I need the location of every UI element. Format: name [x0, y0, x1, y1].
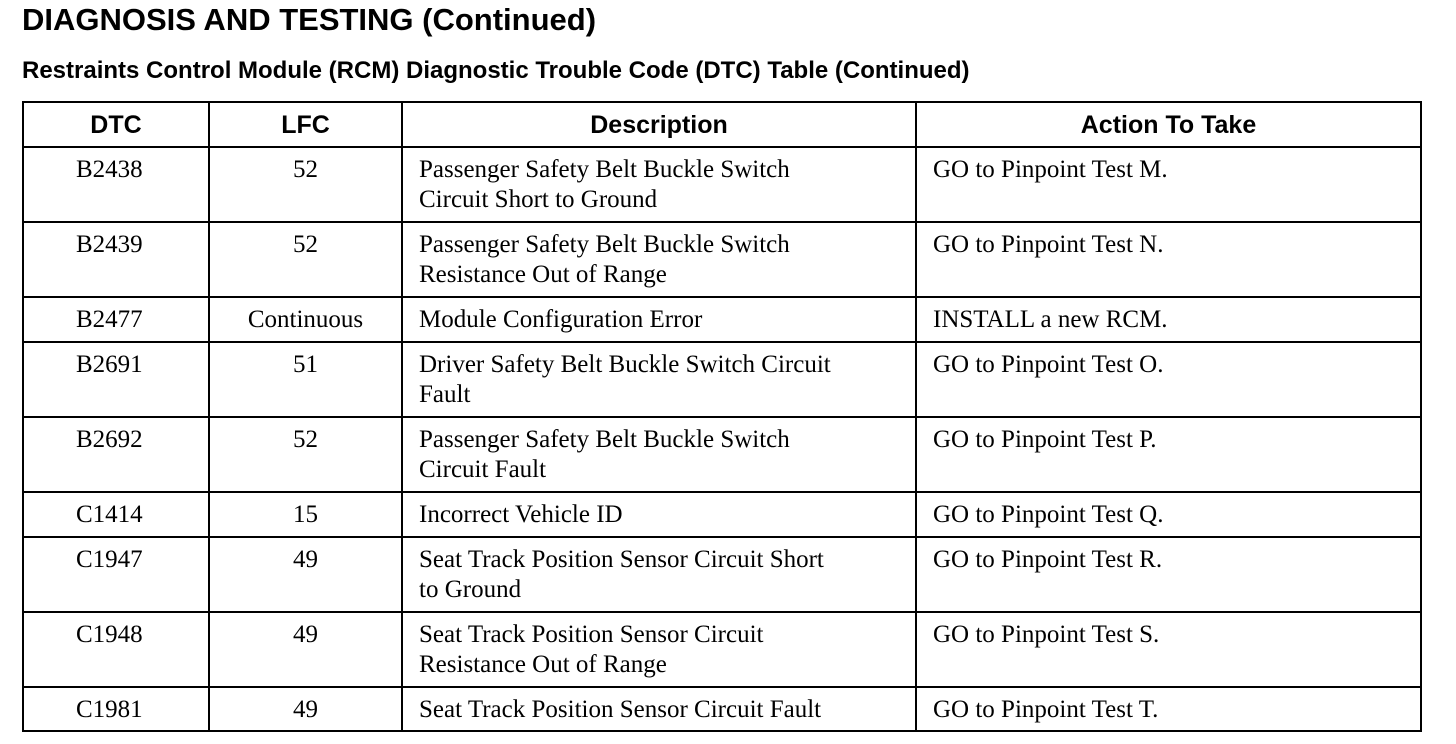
dtc-code: B2439 — [23, 222, 209, 297]
dtc-code: B2691 — [23, 342, 209, 417]
description-line: Passenger Safety Belt Buckle Switch — [419, 231, 790, 258]
description-line: Passenger Safety Belt Buckle Switch — [419, 426, 790, 453]
lfc-value: 49 — [209, 537, 402, 612]
dtc-code: B2477 — [23, 297, 209, 342]
dtc-code: B2438 — [23, 147, 209, 222]
description — [402, 222, 916, 297]
table-row — [23, 417, 1421, 492]
table-row — [23, 612, 1421, 687]
action: INSTALL a new RCM. — [916, 297, 1421, 342]
table-row — [23, 537, 1421, 612]
lfc-value: 52 — [209, 417, 402, 492]
table-row — [23, 342, 1421, 417]
lfc-value: 52 — [209, 222, 402, 297]
dtc-code: C1947 — [23, 537, 209, 612]
description — [402, 612, 916, 687]
lfc-value: 49 — [209, 687, 402, 731]
action: GO to Pinpoint Test P. — [916, 417, 1421, 492]
description — [402, 297, 916, 342]
action: GO to Pinpoint Test N. — [916, 222, 1421, 297]
description — [402, 492, 916, 537]
description-line: Resistance Out of Range — [419, 261, 667, 288]
column-header-dtc: DTC — [23, 102, 209, 147]
description-line: Module Configuration Error — [419, 306, 703, 333]
description-line: Seat Track Position Sensor Circuit Short — [419, 546, 824, 573]
action: GO to Pinpoint Test O. — [916, 342, 1421, 417]
description-line: Circuit Fault — [419, 456, 547, 483]
description-line: Driver Safety Belt Buckle Switch Circuit — [419, 351, 831, 378]
description-line: Circuit Short to Ground — [419, 186, 658, 213]
description — [402, 342, 916, 417]
description-line: Seat Track Position Sensor Circuit Fault — [419, 696, 822, 723]
table-row — [23, 492, 1421, 537]
lfc-value: 15 — [209, 492, 402, 537]
column-header-lfc: LFC — [209, 102, 402, 147]
column-header-description: Description — [402, 102, 916, 147]
table-row — [23, 297, 1421, 342]
dtc-table — [22, 101, 1422, 732]
lfc-value: 51 — [209, 342, 402, 417]
dtc-code: C1414 — [23, 492, 209, 537]
action: GO to Pinpoint Test Q. — [916, 492, 1421, 537]
description-line: Seat Track Position Sensor Circuit — [419, 621, 764, 648]
lfc-value: Continuous — [209, 297, 402, 342]
table-header-row — [23, 102, 1421, 147]
description — [402, 147, 916, 222]
table-row — [23, 687, 1421, 731]
dtc-code: C1981 — [23, 687, 209, 731]
lfc-value: 52 — [209, 147, 402, 222]
description-line: Fault — [419, 381, 471, 408]
description-line: Incorrect Vehicle ID — [419, 501, 623, 528]
action: GO to Pinpoint Test T. — [916, 687, 1421, 731]
table-row — [23, 147, 1421, 222]
action: GO to Pinpoint Test M. — [916, 147, 1421, 222]
table-row — [23, 222, 1421, 297]
dtc-code: B2692 — [23, 417, 209, 492]
page-title: DIAGNOSIS AND TESTING (Continued) — [22, 2, 597, 37]
description — [402, 687, 916, 731]
description-line: Resistance Out of Range — [419, 651, 667, 678]
action: GO to Pinpoint Test S. — [916, 612, 1421, 687]
description — [402, 537, 916, 612]
dtc-code: C1948 — [23, 612, 209, 687]
table-title: Restraints Control Module (RCM) Diagnostic Trouble Code (DTC) Table (Continued) — [22, 57, 970, 84]
lfc-value: 49 — [209, 612, 402, 687]
action: GO to Pinpoint Test R. — [916, 537, 1421, 612]
description-line: Passenger Safety Belt Buckle Switch — [419, 156, 790, 183]
description — [402, 417, 916, 492]
description-line: to Ground — [419, 576, 522, 603]
column-header-action: Action To Take — [916, 102, 1421, 147]
